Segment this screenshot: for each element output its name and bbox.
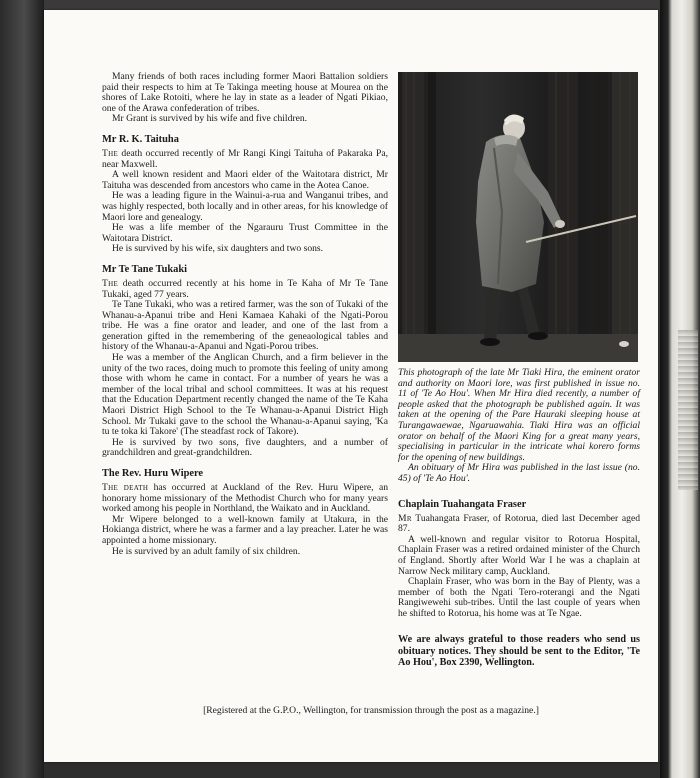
intro-paragraph: Mr Grant is survived by his wife and five children.	[112, 113, 308, 125]
obituary-paragraph: He is survived by an adult family of six children.	[112, 545, 301, 557]
scan-border-left	[0, 0, 44, 778]
lead-paragraph-text: death occurred recently at his home in Te Kaha of Mr Te Tane Tukaki, aged 77 years.	[102, 277, 388, 300]
obituary-lead-paragraph	[398, 514, 640, 535]
lead-paragraph-text: death occurred recently of Mr Rangi Kingi Taituha of Pakaraka Pa, near Maxwell.	[102, 147, 388, 170]
photo-illustration	[398, 72, 638, 362]
obituary-paragraph: Te Tane Tukaki, who was a retired farmer, was the son of Tukaki of the Whanau-a-Apanui tribe and Heni Kamaea Kahaki of the Ngati-Porou tribe. He was a fine orator and leader, and one of the last from a generation gifted in the remembering of the geneaological tables and history of the Whanau-a-Apanui and Ngati-Porou tribes.	[102, 299, 388, 353]
obituary-heading-fraser: Chaplain Tuahangata Fraser	[398, 498, 527, 510]
lead-word: The death	[102, 482, 149, 493]
obituary-paragraph: Mr Wipere belonged to a well-known family at Utakura, in the Hokianga district, where he was a farmer and a lay preacher. Later he was appointed a home missionary.	[102, 513, 388, 546]
obituary-paragraph: He was a life member of the Ngarauru Trust Committee in the Waitotara District.	[102, 222, 388, 244]
editor-notice: We are always grateful to those readers who send us obituary notices. They should be sent to the Editor, 'Te Ao Hou', Box 2390, Wellington.	[398, 634, 640, 669]
obituary-heading-wipere: The Rev. Huru Wipere	[102, 468, 204, 479]
obituary-lead-paragraph	[102, 483, 388, 515]
obituary-paragraph: He is survived by two sons, five daughters, and a number of grandchildren and great-grandchildren.	[102, 436, 388, 459]
obituary-paragraph: He is survived by his wife, six daughters and two sons.	[112, 243, 324, 255]
obituary-heading-taituha: Mr R. K. Taituha	[102, 133, 179, 145]
obituary-heading-tukaki: Mr Te Tane Tukaki	[102, 263, 188, 275]
photo-caption	[398, 368, 640, 485]
adjacent-page-edge	[660, 0, 700, 778]
obituary-paragraph: Chaplain Fraser, who was born in the Bay of Plenty, was a member of both the Ngati Tero-roterangi and the Ngati Rangiwewehi sub-tribes. Until the last couple of years when he shifted to Rotorua, his home was at Te Ngae.	[398, 576, 640, 619]
lead-word: The	[102, 277, 119, 289]
lead-word: The	[102, 147, 119, 159]
scan-border-bottom	[44, 762, 660, 778]
obituary-paragraph: A well known resident and Maori elder of the Waitotara district, Mr Taituha was descended from ancestors who came in the Aotea Canoe.	[102, 169, 388, 191]
obituary-lead-paragraph	[102, 149, 388, 170]
intro-paragraph: Many friends of both races including former Maori Battalion soldiers paid their respects to him at Te Takinga meeting house at Mourea on the shores of Lake Rotoiti, where he lay in state as a leader of Ngati Pikiao, one of the Arawa confederation of tribes.	[102, 71, 388, 114]
obituary-paragraph: A well-known and regular visitor to Rotorua Hospital, Chaplain Fraser was a retired ordained minister of the Church of England. Shortly after World War I he was a chaplain at Narrow Neck military camp, Auckland.	[398, 533, 640, 577]
caption-paragraph: This photograph of the late Mr Tiaki Hira, the eminent orator and authority on Maori lore, was first published in issue no. 11 of 'Te Ao Hou'. When Mr Hira died recently, a number of people asked that the photograph be published again. It was taken at the opening of the Pare Hauraki sleeping house at Turangawaewae, Ngaruawahia. Tiaki Hira was an official orator on behalf of the Maori King for a great many years, specialising in particular in the intricate whai korero forms for the opening of new buildings.	[398, 367, 640, 463]
lead-word: Mr	[398, 512, 412, 524]
obituary-lead-paragraph	[102, 279, 388, 300]
registration-footer: [Registered at the G.P.O., Wellington, for transmission through the post as a magazine.]	[203, 705, 539, 716]
page-tear	[678, 330, 698, 490]
photograph-tiaki-hira	[398, 72, 638, 362]
left-column	[102, 72, 388, 557]
obituary-paragraph: He was a member of the Anglican Church, and a firm believer in the unity of the two races, doing much to promote this feeling of unity among those with whom he came in contact. For a number of years he was a member of the local tribal and school committees. It was at his request that the Education Department recently changed the name of the Te Kaha Maori District High School to the Te Whanau-a-Apanui District High School. Mr Tukaki gave to the school the Whanau-a-Apanui saying, 'Ka tu te toka ki Takore' (The steadfast rock of Takore).	[102, 352, 388, 438]
lead-paragraph-text: Tuahangata Fraser, of Rotorua, died last December aged 87.	[398, 512, 640, 535]
caption-paragraph: An obituary of Mr Hira was published in the last issue (no. 45) of 'Te Ao Hou'.	[398, 462, 640, 484]
lead-paragraph-text: has occurred at Auckland of the Rev. Huru Wipere, an honorary home missionary of the Methodist Church who for many years worked among his people in Northland, the Waikato and in Auckland.	[102, 482, 388, 515]
obituary-paragraph: He was a leading figure in the Wainui-a-rua and Wanganui tribes, and was highly respected, both locally and in other areas, for his knowledge of Maori lore and genealogy.	[102, 190, 388, 223]
right-column	[398, 72, 640, 669]
